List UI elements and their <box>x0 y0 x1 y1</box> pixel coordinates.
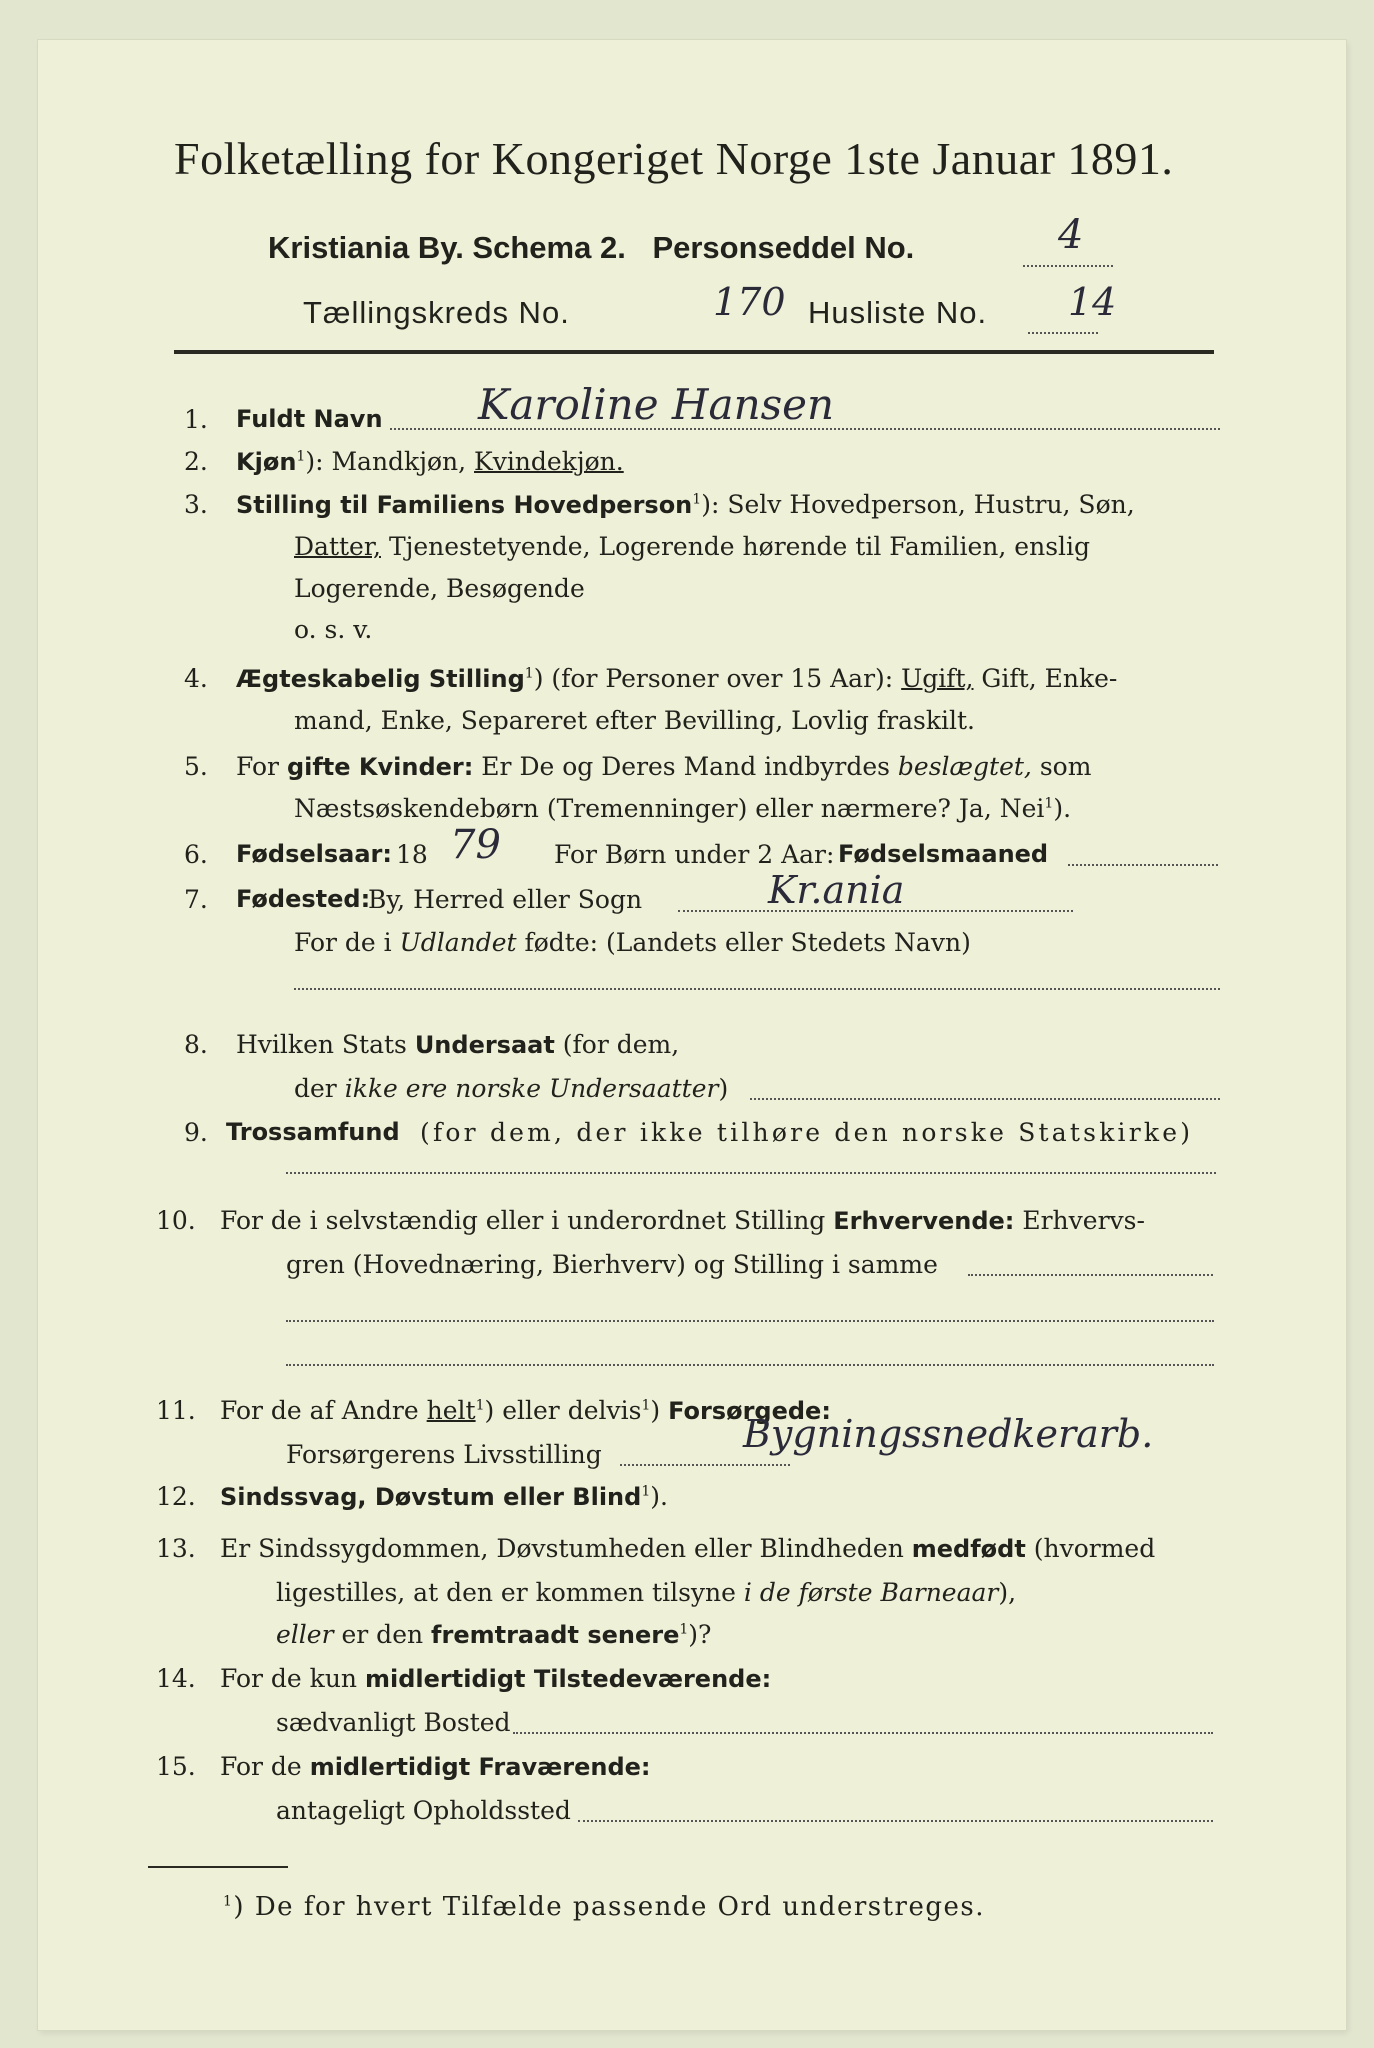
footnote-text: ) De for hvert Tilfælde passende Ord understreges. <box>233 1892 986 1922</box>
q15-dots <box>578 1820 1213 1822</box>
q5-text2-end: ). <box>1053 794 1072 823</box>
q2-line <box>236 447 624 476</box>
husliste-dots <box>1028 332 1098 334</box>
husliste-number: 14 <box>1068 280 1117 324</box>
q10-dots1 <box>968 1274 1213 1276</box>
item-number: 13. <box>156 1534 196 1563</box>
q7-text: By, Herred eller Sogn <box>368 885 643 914</box>
q8-text1-end: (for dem, <box>554 1030 680 1059</box>
footnote <box>223 1892 985 1922</box>
personseddel-dots <box>1023 265 1113 267</box>
q13-line2 <box>276 1578 1016 1607</box>
q14-text1: For de kun <box>220 1664 365 1693</box>
q3-sup: 1 <box>692 491 702 508</box>
q4-line1 <box>236 664 1117 693</box>
q11-text-mid: ) eller delvis <box>484 1396 642 1425</box>
q7-text2-end: fødte: (Landets eller Stedets Navn) <box>516 928 971 957</box>
q11-dots <box>620 1464 790 1466</box>
q14-dots <box>513 1732 1213 1734</box>
q11-label: Forsørgede: <box>668 1397 831 1425</box>
item-number: 1. <box>184 405 208 434</box>
q11-text1: For de af Andre <box>220 1396 427 1425</box>
q5-line1 <box>236 752 1091 781</box>
city-schema-text: Kristiania By. Schema 2. <box>268 230 626 265</box>
q12-end: ). <box>650 1482 668 1511</box>
item-number: 6. <box>184 840 208 869</box>
q13-text3: er den <box>333 1620 432 1649</box>
personseddel-number: 4 <box>1058 212 1084 258</box>
footnote-sup: 1 <box>223 1893 234 1910</box>
header-rule <box>174 350 1214 354</box>
q15-line1 <box>220 1752 651 1781</box>
q15-label: midlertidigt Fraværende: <box>309 1753 651 1781</box>
q8-line2 <box>294 1074 728 1103</box>
q9-dots <box>286 1172 1216 1174</box>
q6-text: For Børn under 2 Aar: <box>554 840 835 869</box>
q8-pre2: der <box>294 1074 345 1103</box>
q6-year: 79 <box>450 822 501 868</box>
q3-text4: o. s. v. <box>294 615 373 644</box>
q4-underlined: Ugift, <box>901 664 974 693</box>
q13-sup: 1 <box>679 1621 689 1638</box>
q4-text2: mand, Enke, Separeret efter Bevilling, Lovlig fraskilt. <box>294 706 975 735</box>
q6-century: 18 <box>396 840 428 869</box>
item-number: 4. <box>184 664 208 693</box>
q11-underlined: helt <box>426 1396 476 1425</box>
q3-line1 <box>236 490 1135 519</box>
q13-text1: Er Sindssygdommen, Døvstumheden eller Blindheden <box>220 1534 912 1563</box>
q3-text2: Tjenestetyende, Logerende hørende til Familien, enslig <box>381 532 1091 561</box>
q5-text1: Er De og Deres Mand indbyrdes <box>473 752 898 781</box>
q2-text: ): Mandkjøn, <box>305 447 475 476</box>
item-number: 9. <box>184 1118 208 1147</box>
husliste-label: Husliste No. <box>808 295 988 330</box>
q13-text3-end: )? <box>688 1620 712 1649</box>
item-number: 15. <box>156 1752 196 1781</box>
q12-line <box>220 1482 668 1511</box>
q6-label: Fødselsaar: <box>236 840 392 868</box>
q14-text2: sædvanligt Bosted <box>276 1708 511 1737</box>
q4-text1: ) (for Personer over 15 Aar): <box>533 664 902 693</box>
q15-text1: For de <box>220 1752 310 1781</box>
q11-text2: Forsørgerens Livsstilling <box>286 1440 602 1469</box>
q4-text1-end: Gift, Enke- <box>973 664 1118 693</box>
q10-text2: gren (Hovednæring, Bierhverv) og Stilling i samme <box>286 1250 938 1279</box>
q13-label2: fremtraadt senere <box>431 1621 680 1649</box>
q2-sup: 1 <box>296 448 306 465</box>
q8-pre: Hvilken Stats <box>236 1030 415 1059</box>
q5-pre: For <box>236 752 287 781</box>
q5-label: gifte Kvinder: <box>286 753 474 781</box>
q11-answer: Bygningssnedkerarb. <box>743 1412 1154 1456</box>
q5-line2 <box>294 794 1071 823</box>
q3-underlined: Datter, <box>294 532 381 561</box>
q7-text2: For de i <box>294 928 400 957</box>
q6-dots <box>1068 864 1218 866</box>
q13-line3 <box>276 1620 711 1649</box>
item-number: 14. <box>156 1664 196 1693</box>
q15-text2: antageligt Opholdssted <box>276 1796 571 1825</box>
q2-label: Kjøn <box>236 448 297 476</box>
q13-italic: i de første Barneaar <box>743 1578 999 1607</box>
form-title: Folketælling for Kongeriget Norge 1ste Januar 1891. <box>174 133 1174 184</box>
q3-text3: Logerende, Besøgende <box>294 574 585 603</box>
item-number: 8. <box>184 1030 208 1059</box>
kreds-number: 170 <box>713 280 786 324</box>
q12-sup: 1 <box>641 1483 651 1500</box>
q10-text1: For de i selvstændig eller i underordnet Stilling <box>220 1206 834 1235</box>
q3-line2 <box>294 532 1090 561</box>
q10-text1-end: Erhvervs- <box>1014 1206 1145 1235</box>
q1-answer: Karoline Hansen <box>478 380 835 429</box>
q5-italic: beslægtet, <box>897 752 1032 781</box>
item-number: 7. <box>184 885 208 914</box>
q11-sup: 1 <box>475 1397 485 1414</box>
q11-sup2: 1 <box>641 1397 651 1414</box>
q12-label: Sindssvag, Døvstum eller Blind <box>220 1483 642 1511</box>
personseddel-label: Personseddel No. <box>652 230 915 265</box>
q1-label: Fuldt Navn <box>236 405 383 433</box>
item-number: 12. <box>156 1482 196 1511</box>
q13-line1 <box>220 1534 1155 1563</box>
q13-text1-end: (hvormed <box>1025 1534 1156 1563</box>
q13-text2-end: ), <box>998 1578 1017 1607</box>
q7-label: Fødested: <box>236 885 371 913</box>
item-number: 5. <box>184 752 208 781</box>
q8-dots <box>750 1098 1220 1100</box>
q6-label2: Fødselsmaaned <box>838 840 1049 868</box>
q14-label: midlertidigt Tilstedeværende: <box>364 1665 772 1693</box>
q3-label: Stilling til Familiens Hovedperson <box>236 491 693 519</box>
item-number: 2. <box>184 447 208 476</box>
q7-answer: Kr.ania <box>768 868 905 912</box>
q7-blank-dots <box>294 988 1220 990</box>
q10-label: Erhvervende: <box>833 1207 1015 1235</box>
q8-italic: ikke ere norske Undersaatter <box>344 1074 719 1103</box>
q10-dots2 <box>286 1320 1214 1322</box>
q13-label: medfødt <box>911 1535 1026 1563</box>
q7-italic: Udlandet <box>399 928 517 957</box>
census-form <box>38 40 1346 2030</box>
q13-italic2: eller <box>276 1620 334 1649</box>
q14-line1 <box>220 1664 771 1693</box>
city-schema <box>268 230 914 266</box>
q13-text2: ligestilles, at den er kommen tilsyne <box>276 1578 744 1607</box>
q2-underlined: Kvindekjøn. <box>474 447 624 476</box>
q3-text1: ): Selv Hovedperson, Hustru, Søn, <box>701 490 1135 519</box>
footnote-rule <box>148 1866 288 1868</box>
kreds-label: Tællingskreds No. <box>303 295 570 330</box>
q5-text1-end: som <box>1031 752 1092 781</box>
q5-sup: 1 <box>1044 795 1054 812</box>
q5-text2: Næstsøskendebørn (Tremenninger) eller nærmere? Ja, Nei <box>294 794 1045 823</box>
q11-text-end: ) <box>650 1396 669 1425</box>
q8-text2-end: ) <box>718 1074 729 1103</box>
q9-label: Trossamfund <box>226 1118 400 1146</box>
q11-line1 <box>220 1396 831 1425</box>
q7-line2 <box>294 928 971 957</box>
q4-sup: 1 <box>524 665 534 682</box>
q10-line1 <box>220 1206 1145 1235</box>
q10-dots3 <box>286 1364 1214 1366</box>
q4-label: Ægteskabelig Stilling <box>236 665 525 693</box>
q8-label: Undersaat <box>414 1031 555 1059</box>
q8-line1 <box>236 1030 679 1059</box>
item-number: 3. <box>184 490 208 519</box>
q9-text: (for dem, der ikke tilhøre den norske Statskirke) <box>420 1118 1194 1147</box>
item-number: 11. <box>156 1396 196 1425</box>
item-number: 10. <box>156 1206 196 1235</box>
